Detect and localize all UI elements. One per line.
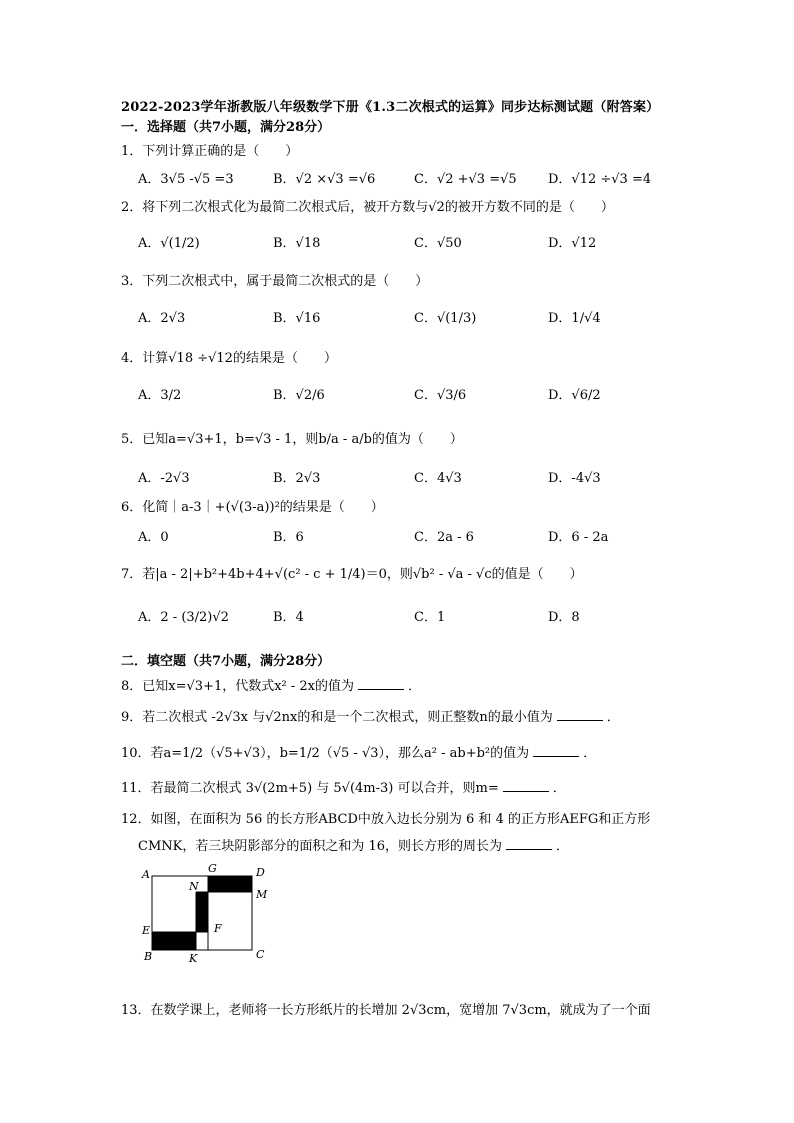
answer-blank [503,779,549,792]
question-7: 7．若|a - 2|+b²+4b+4+√(c² - c + 1/4)＝0，则√b² - √a - √c的值是（ ） [121,567,583,582]
question-12-line-1: 12．如图，在面积为 56 的长方形ABCD中放入边长分别为 6 和 4 的正方形AEFG和正方形 [121,812,651,827]
q3-option-c: C．√(1/3) [414,311,477,326]
q6-option-d: D．6 - 2a [548,530,609,545]
label-b: B [144,950,153,963]
rectangle-diagram [140,862,270,962]
question-11-text: 11．若最简二次根式 3√(2m+5) 与 5√(4m-3) 可以合并，则m= [121,781,499,796]
q1-option-b: B．√2 ×√3 =√6 [273,172,376,187]
section-fill-heading: 二．填空题（共7小题，满分28分） [121,654,331,669]
q5-option-c: C．4√3 [414,471,462,486]
q2-option-a: A．√(1/2) [138,236,200,251]
label-c: C [256,948,265,961]
question-9-text: 9．若二次根式 -2√3x 与√2nx的和是一个二次根式，则正整数n的最小值为 [121,710,553,725]
label-a: A [142,868,150,881]
q6-option-a: A．0 [138,530,169,545]
q3-option-b: B．√16 [273,311,321,326]
shaded-region-bottom [152,932,196,950]
question-10-text: 10．若a=1/2（√5+√3），b=1/2（√5 - √3），那么a² - ab+b²的值为 [121,746,530,761]
q6-option-c: C．2a - 6 [414,530,474,545]
document-title: 2022-2023学年浙教版八年级数学下册《1.3二次根式的运算》同步达标测试题（附答案） [121,100,660,115]
label-k: K [189,952,198,965]
answer-blank [358,677,404,690]
question-10: 10．若a=1/2（√5+√3），b=1/2（√5 - √3），那么a² - ab+b²的值为 ． [121,746,597,761]
q1-option-a: A．3√5 -√5 =3 [138,172,234,187]
question-8-text: 8．已知x=√3+1，代数式x² - 2x的值为 [121,679,355,694]
label-f: F [214,922,222,935]
question-11: 11．若最简二次根式 3√(2m+5) 与 5√(4m-3) 可以合并，则m= ． [121,781,566,796]
q6-option-b: B．6 [273,530,304,545]
answer-blank [557,708,603,721]
q7-option-b: B．4 [273,610,304,625]
answer-blank [506,837,552,850]
q5-option-a: A．-2√3 [138,471,190,486]
question-13: 13．在数学课上，老师将一长方形纸片的长增加 2√3cm，宽增加 7√3cm，就成为了一个面 [121,1003,651,1018]
q2-option-b: B．√18 [273,236,321,251]
shaded-region-middle [196,892,208,932]
question-4: 4．计算√18 ÷√12的结果是（ ） [121,351,337,366]
section-choice-heading: 一．选择题（共7小题，满分28分） [121,120,331,135]
q1-option-c: C．√2 +√3 =√5 [414,172,517,187]
question-9: 9．若二次根式 -2√3x 与√2nx的和是一个二次根式，则正整数n的最小值为 ． [121,710,620,725]
q1-option-d: D．√12 ÷√3 =4 [548,172,652,187]
q2-option-d: D．√12 [548,236,597,251]
rectangle-figure [140,862,270,965]
q7-option-c: C．1 [414,610,446,625]
q3-option-d: D．1/√4 [548,311,601,326]
q4-option-a: A．3/2 [138,388,182,403]
label-n: N [189,880,199,893]
q5-option-d: D．-4√3 [548,471,601,486]
q3-option-a: A．2√3 [138,311,186,326]
label-m: M [256,888,268,901]
label-d: D [256,866,265,879]
q4-option-c: C．√3/6 [414,388,467,403]
q5-option-b: B．2√3 [273,471,321,486]
question-8: 8．已知x=√3+1，代数式x² - 2x的值为 ． [121,679,422,694]
q7-option-d: D．8 [548,610,580,625]
q7-option-a: A．2 - (3/2)√2 [138,610,229,625]
question-6: 6．化简｜a-3｜+(√(3-a))²的结果是（ ） [121,500,384,515]
question-5: 5．已知a=√3+1，b=√3 - 1，则b/a - a/b的值为（ ） [121,432,463,447]
q4-option-b: B．√2/6 [273,388,325,403]
q4-option-d: D．√6/2 [548,388,601,403]
question-1: 1．下列计算正确的是（ ） [121,144,299,159]
question-12-text: CMNK，若三块阴影部分的面积之和为 16，则长方形的周长为 [138,839,503,854]
question-2: 2．将下列二次根式化为最简二次根式后，被开方数与√2的被开方数不同的是（ ） [121,200,614,215]
label-e: E [142,924,151,937]
shaded-region-top [208,876,252,892]
question-3: 3．下列二次根式中，属于最简二次根式的是（ ） [121,274,429,289]
question-12-line-2: CMNK，若三块阴影部分的面积之和为 16，则长方形的周长为 ． [138,839,570,854]
answer-blank [533,744,579,757]
q2-option-c: C．√50 [414,236,462,251]
label-g: G [208,862,217,875]
